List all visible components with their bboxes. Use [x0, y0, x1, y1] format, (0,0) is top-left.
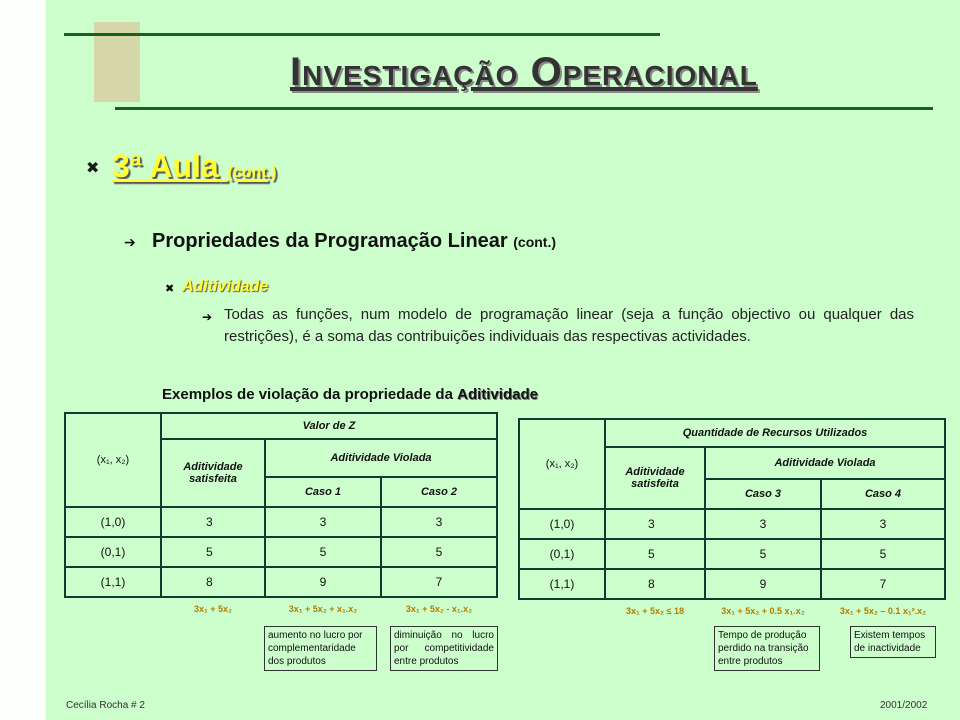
table-row: [519, 569, 945, 599]
title-bottom-rule: [115, 107, 933, 110]
cell: (0,1): [519, 539, 605, 569]
table-row: [65, 537, 497, 567]
arrow-bullet-icon: ➔: [124, 234, 136, 250]
col-header-satisfied: Aditividade satisfeita: [605, 447, 705, 509]
examples-heading: [162, 386, 538, 403]
section-heading: [152, 230, 556, 253]
cell: (1,0): [65, 507, 161, 537]
title-top-rule: [64, 33, 660, 36]
col-header-x: (x₁, x₂): [519, 419, 605, 509]
cell: 7: [821, 569, 945, 599]
group-header: Quantidade de Recursos Utilizados: [605, 419, 945, 447]
table-row: [65, 567, 497, 597]
cell: 8: [605, 569, 705, 599]
table-row: [519, 509, 945, 539]
col-header-case: Caso 1: [265, 477, 381, 507]
section-heading-suffix: (cont.): [513, 234, 557, 250]
formula-row: [65, 597, 497, 619]
cell: (1,1): [519, 569, 605, 599]
footer-author: Cecília Rocha # 2: [66, 700, 145, 711]
formula: 3x₁ + 5x₂ + x₁.x₂: [288, 603, 358, 614]
cell: 3: [605, 509, 705, 539]
arrow-bullet-icon: ➔: [202, 310, 213, 324]
examples-prefix: Exemplos de violação da propriedade da: [162, 386, 453, 403]
cell: 5: [821, 539, 945, 569]
cell: 3: [821, 509, 945, 539]
cell: (0,1): [65, 537, 161, 567]
table-z-value: [64, 412, 498, 619]
formula: 3x₁ + 5x₂: [194, 603, 232, 614]
col-header-case: Caso 3: [705, 479, 821, 509]
cell: 5: [705, 539, 821, 569]
formula: 3x₁ + 5x₂ + 0.5 x₁.x₂: [721, 605, 805, 616]
cell: 5: [605, 539, 705, 569]
col-header-case: Caso 2: [381, 477, 497, 507]
col-header-violated: Aditividade Violada: [265, 439, 497, 477]
note-transition-time: Tempo de produção perdido na transição entre produtos: [714, 626, 820, 671]
section-heading-main: Propriedades da Programação Linear: [152, 230, 508, 252]
lesson-suffix: (cont.): [227, 164, 277, 181]
table-row: [65, 507, 497, 537]
cell: 3: [265, 507, 381, 537]
table-resources: [518, 418, 946, 621]
lesson-heading: [112, 148, 276, 185]
cell: (1,0): [519, 509, 605, 539]
col-header-case: Caso 4: [821, 479, 945, 509]
cell: 5: [161, 537, 265, 567]
decorative-checker-strip: [0, 0, 46, 720]
examples-highlight: Aditividade: [457, 386, 538, 403]
cell: 3: [705, 509, 821, 539]
col-header-satisfied: Aditividade satisfeita: [161, 439, 265, 507]
formula: 3x₁ + 5x₂ - x₁.x₂: [405, 603, 473, 614]
group-header: Valor de Z: [161, 413, 497, 439]
cell: 7: [381, 567, 497, 597]
page-title: Investigação Operacional: [290, 50, 758, 94]
lesson-main: 3ª Aula: [112, 148, 219, 184]
note-idle-time: Existem tempos de inactividade: [850, 626, 936, 658]
note-complementarity: aumento no lucro por complementaridade dos produtos: [264, 626, 377, 671]
cell: 3: [381, 507, 497, 537]
definition-paragraph: Todas as funções, num modelo de programação linear (seja a função objectivo ou qualquer das restrições), é a soma das contribuições individuais das respectivas actividades.: [224, 306, 914, 345]
formula: 3x₁ + 5x₂ ≤ 18: [626, 605, 684, 616]
table-row: [519, 539, 945, 569]
formula-row: [519, 599, 945, 621]
col-header-x: (x₁, x₂): [65, 413, 161, 507]
cell: 8: [161, 567, 265, 597]
cell: (1,1): [65, 567, 161, 597]
formula: 3x₁ + 5x₂ – 0.1 x₁².x₂: [839, 605, 927, 616]
bullet-icon: ✖: [165, 283, 175, 295]
footer-year: 2001/2002: [880, 700, 928, 711]
cell: 3: [161, 507, 265, 537]
cell: 9: [705, 569, 821, 599]
bullet-icon: ✖: [86, 160, 100, 177]
cell: 5: [265, 537, 381, 567]
col-header-violated: Aditividade Violada: [705, 447, 945, 479]
cell: 5: [381, 537, 497, 567]
property-name: Aditividade: [182, 278, 269, 295]
note-competitivity: diminuição no lucro por competitividade entre produtos: [390, 626, 498, 671]
cell: 9: [265, 567, 381, 597]
